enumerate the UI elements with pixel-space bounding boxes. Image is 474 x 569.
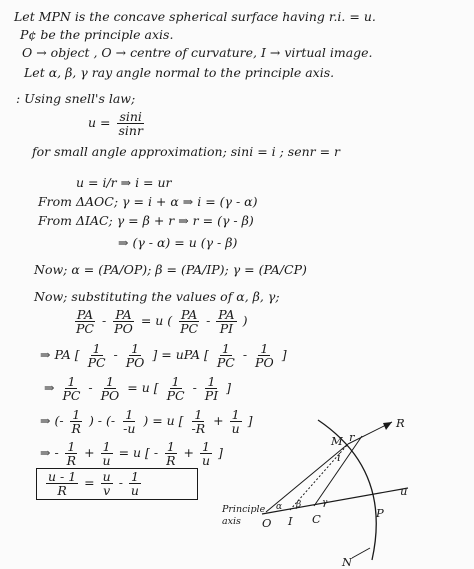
- equation-ratio: u = i/r ⇒ i = ur: [76, 175, 172, 190]
- equation-angles: Now; α = (PA/OP); β = (PA/IP); γ = (PA/CP): [34, 262, 307, 277]
- diagram-label-i-point: I: [288, 514, 293, 528]
- diagram-label-p: P: [376, 506, 384, 520]
- snell-equation: u = $\frac{\sin i}{\sin r}$: [88, 109, 143, 138]
- equation-fraction-form: $\frac{PA}{PC}$ - $\frac{PA}{PO}$ = u ( $\frac{PA}{PC}$ - $\frac{PA}{PI}$ ): [76, 307, 248, 336]
- diagram-label-o: O: [262, 516, 272, 530]
- spherical-surface: [318, 420, 376, 560]
- final-result-equation: $\frac{u - 1}{R}$ = $\frac{u}{v}$ - $\frac{1}{u}$: [48, 469, 139, 498]
- intro-line-1: Let MPN is the concave spherical surface having r.i. = u.: [14, 9, 376, 24]
- diagram-label-m: M: [331, 434, 343, 448]
- intro-line-4: Let α, β, γ ray angle normal to the principle axis.: [24, 65, 335, 80]
- diagram-label-u: u: [400, 484, 408, 498]
- equation-triangle-iac: From ΔIAC; γ = β + r ⇒ r = (γ - β): [38, 213, 254, 228]
- diagram-label-axis: Principle axis: [222, 504, 266, 527]
- diagram-label-c: C: [312, 512, 321, 526]
- diagram-label-n: N: [342, 555, 353, 569]
- ray-arrowhead: [383, 422, 392, 430]
- equation-sign-convention: ⇒ (- $\frac{1}{R}$ ) - (- $\frac{1}{-u}$ ) = u [ $\frac{1}{-R}$ + $\frac{1}{u}$ ]: [40, 407, 253, 436]
- principal-axis-line: [262, 488, 408, 514]
- equation-triangle-aoc: From ΔAOC; γ = i + α ⇒ i = (γ - α): [38, 194, 258, 209]
- equation-reduced: ⇒ $\frac{1}{PC}$ - $\frac{1}{PO}$ = u [ $\frac{1}{PC}$ - $\frac{1}{PI}$ ]: [44, 374, 232, 403]
- intro-line-2: P¢ be the principle axis.: [20, 27, 174, 42]
- intro-line-5: : Using snell's law;: [16, 91, 136, 106]
- diagram-label-r-angle: r: [349, 430, 355, 444]
- intro-line-3: O → object , O → centre of curvature, I → virtual image.: [22, 45, 373, 60]
- small-angle-line: for small angle approximation; sini = i ; senr = r: [32, 144, 341, 159]
- equation-factored: ⇒ PA [ $\frac{1}{PC}$ - $\frac{1}{PO}$ ] = uPA [ $\frac{1}{PC}$ - $\frac{1}{PO}$ ]: [40, 341, 287, 370]
- surface-tail: [352, 548, 370, 558]
- diagram-label-alpha: α: [276, 502, 283, 512]
- diagram-label-beta: β: [296, 500, 302, 510]
- equation-substitution: Now; substituting the values of α, β, γ;: [34, 289, 280, 304]
- diagram-label-i-angle: i: [337, 450, 341, 464]
- equation-simplified: ⇒ - $\frac{1}{R}$ + $\frac{1}{u}$ = u [ - $\frac{1}{R}$ + $\frac{1}{u}$ ]: [40, 439, 223, 468]
- diagram-label-gamma: γ: [322, 498, 328, 508]
- diagram-label-r-ray: R: [396, 416, 405, 430]
- equation-combined: ⇒ (γ - α) = u (γ - β): [118, 235, 238, 250]
